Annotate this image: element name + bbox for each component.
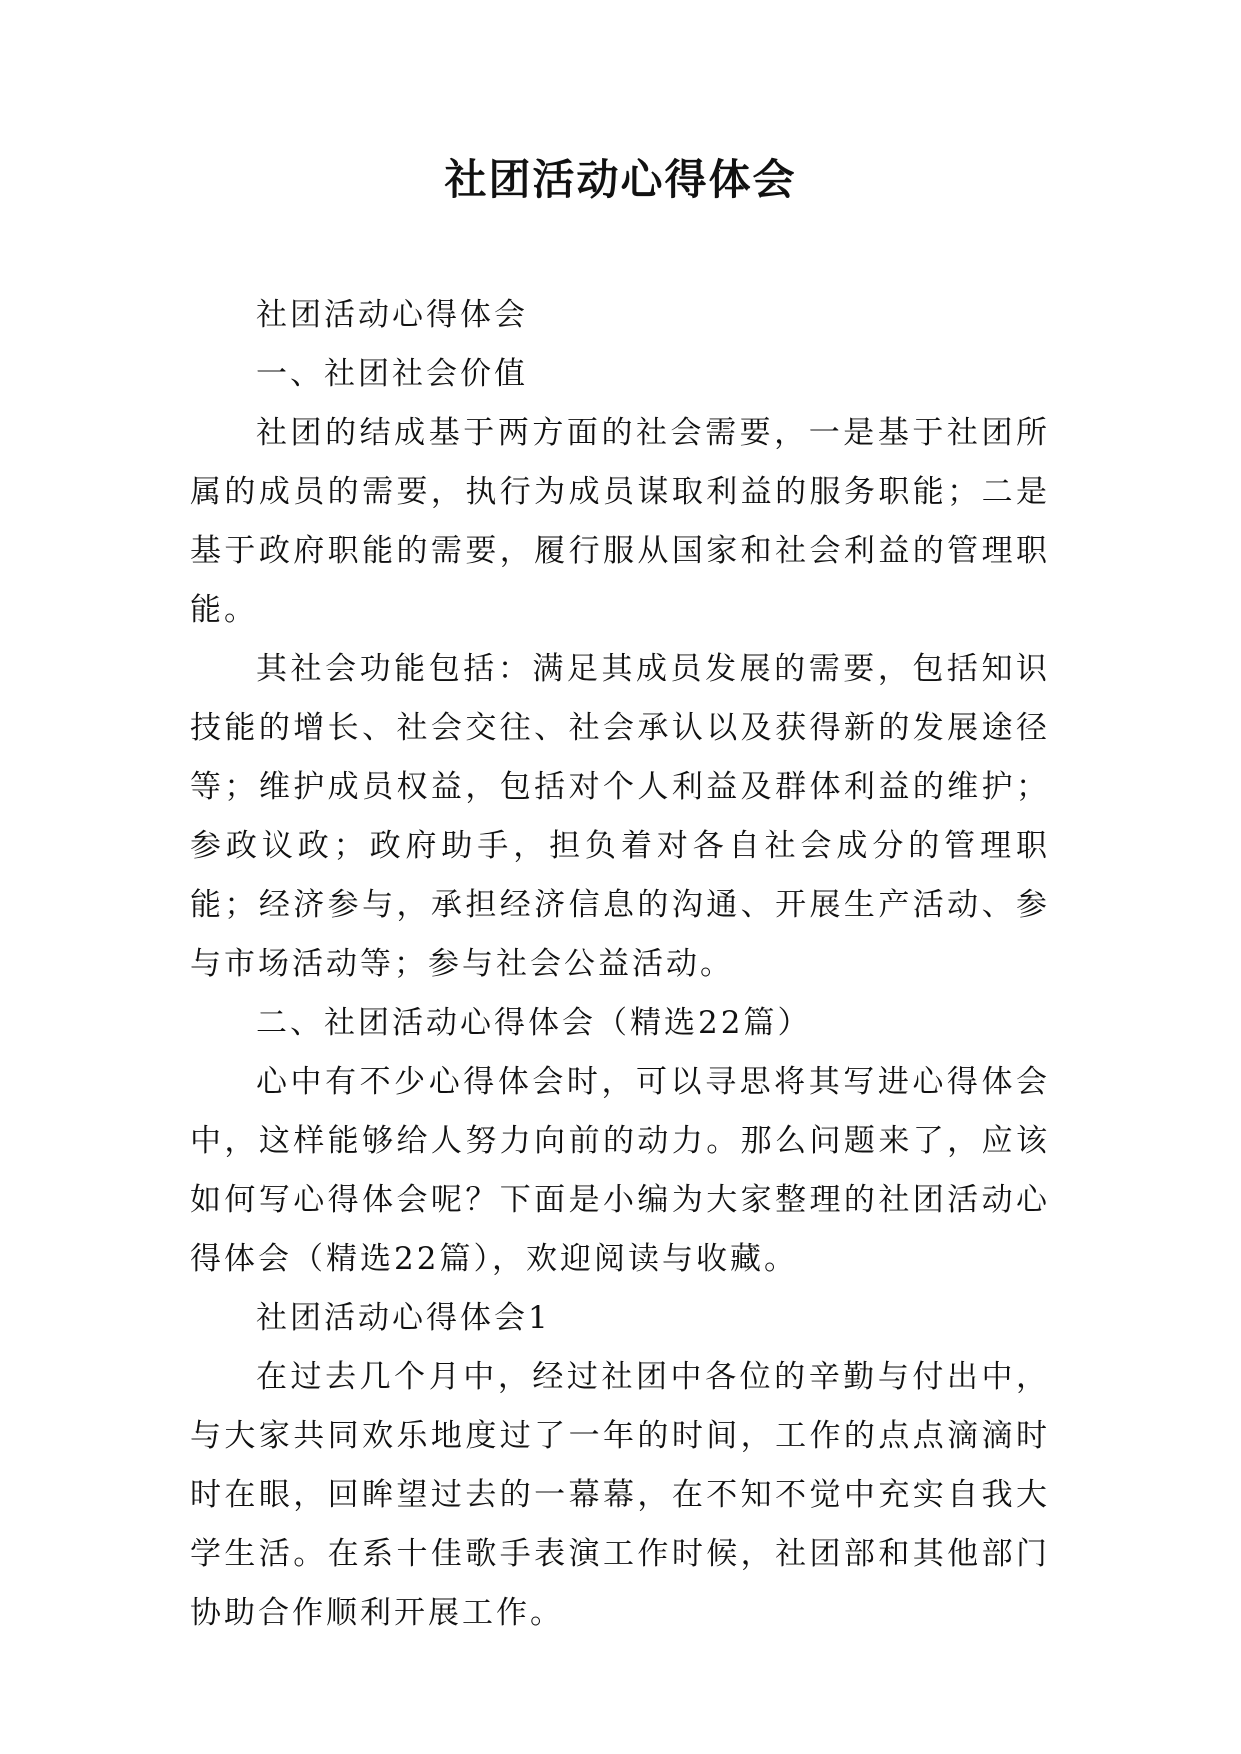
paragraph-heading: 社团活动心得体会 bbox=[256, 297, 528, 333]
section-heading-experiences: 二、社团活动心得体会（精选22篇） bbox=[256, 1005, 812, 1041]
document-body bbox=[190, 286, 1050, 1643]
section-heading-social-value: 一、社团社会价值 bbox=[256, 356, 528, 392]
document-title: 社团活动心得体会 bbox=[444, 155, 797, 204]
paragraph: 社团的结成基于两方面的社会需要，一是基于社团所属的成员的需要，执行为成员谋取利益的服务职能；二是基于政府职能的需要，履行服从国家和社会利益的管理职能。 bbox=[190, 415, 1050, 628]
paragraph: 在过去几个月中，经过社团中各位的辛勤与付出中，与大家共同欢乐地度过了一年的时间，工作的点点滴滴时时在眼，回眸望过去的一幕幕，在不知不觉中充实自我大学生活。在系十佳歌手表演工作时候，社团部和其他部门协助合作顺利开展工作。 bbox=[190, 1359, 1050, 1631]
subsection-heading: 社团活动心得体会1 bbox=[256, 1300, 551, 1336]
paragraph: 其社会功能包括：满足其成员发展的需要，包括知识技能的增长、社会交往、社会承认以及获得新的发展途径等；维护成员权益，包括对个人利益及群体利益的维护；参政议政；政府助手，担负着对各自社会成分的管理职能；经济参与，承担经济信息的沟通、开展生产活动、参与市场活动等；参与社会公益活动。 bbox=[190, 651, 1050, 982]
paragraph: 心中有不少心得体会时，可以寻思将其写进心得体会中，这样能够给人努力向前的动力。那么问题来了，应该如何写心得体会呢？下面是小编为大家整理的社团活动心得体会（精选22篇），欢迎阅读与收藏。 bbox=[190, 1064, 1050, 1277]
